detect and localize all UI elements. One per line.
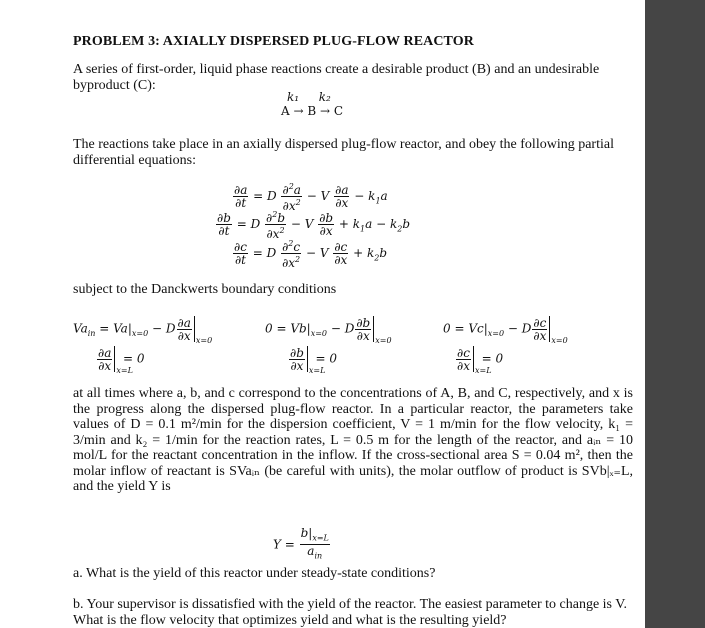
reactions-text: The reactions take place in an axially dispersed plug-flow reactor, and obey the following partial differential equations: <box>73 137 614 168</box>
bc-outlet-b: $\frac{\partial b}{\partial x}$ x=L = 0 <box>290 345 338 375</box>
pde-b-equation: $\frac{\partial b}{\partial t}$ = D $\frac{\partial^2b}{\partial x^2}$ − V $\frac{\partial b}{\partial x}$ + $k_1a - k_2b$ <box>217 210 411 241</box>
bc-inlet-c: $0 = Vc|_{x=0} - D$ $\frac{\partial c}{\partial x}$ x=0 <box>443 315 568 345</box>
rate-constant-2: k₂ <box>318 90 331 104</box>
boundary-conditions-text: subject to the Danckwerts boundary conditions <box>73 282 337 297</box>
rate-constant-1: k₁ <box>287 90 300 104</box>
problem-title: PROBLEM 3: AXIALLY DISPERSED PLUG-FLOW REACTOR <box>73 34 474 49</box>
bc-outlet-c: $\frac{\partial c}{\partial x}$ x=L = 0 <box>457 345 504 375</box>
yield-equation: Y = $\frac{b|_{x=L}}{a_{in}}$ <box>273 526 329 561</box>
pde-c-equation: $\frac{\partial c}{\partial t}$ = D $\frac{\partial^2c}{\partial x^2}$ − V $\frac{\partial c}{\partial x}$ + $k_2b$ <box>234 239 388 270</box>
bc-inlet-a: $Va_{in} = Va|_{x=0} - D$ $\frac{\partial a}{\partial x}$ x=0 <box>73 315 213 345</box>
question-b: b. Your supervisor is dissatisfied with the yield of the reactor. The easiest parameter to change is V. What is the flow velocity that optimizes yield and what is the resulting yield? <box>73 597 628 628</box>
bc-inlet-b: $0 = Vb|_{x=0} - D$ $\frac{\partial b}{\partial x}$ x=0 <box>265 315 392 345</box>
dark-side-panel <box>645 0 705 628</box>
pde-a-equation: $\frac{\partial a}{\partial t}$ = D $\frac{\partial^2a}{\partial x^2}$ − V $\frac{\partial a}{\partial x}$ − $k_1a$ <box>234 182 388 213</box>
intro-text: A series of first-order, liquid phase reactions create a desirable product (B) and an undesirable byproduct (C): <box>73 62 600 93</box>
reaction-scheme <box>281 90 343 118</box>
bc-outlet-a: $\frac{\partial a}{\partial x}$ x=L = 0 <box>98 345 145 375</box>
reaction-chain: A → B → C <box>281 104 344 118</box>
question-a: a. What is the yield of this reactor under steady-state conditions? <box>73 566 436 581</box>
parameters-paragraph: at all times where a, b, and c correspond to the concentrations of A, B, and C, respectively, and x is the progress along the dispersed plug-flow reactor. In a particular reactor, the parameters take values of D = 0.1 m²/min for the dispersion coefficient, V = 1 m/min for the flow velocity, k₁ = 3/min and k₂ = 1/min for the reaction rates, L = 0.5 m for the length of the reactor, and aᵢₙ = 10 mol/L for the reactant concentration in the inflow. If the cross-sectional area S = 0.04 m², then the molar inflow of reactant is SVaᵢₙ (be careful with units), the molar outflow of product is SVb|ₓ₌L, and the yield Y is <box>73 386 633 494</box>
